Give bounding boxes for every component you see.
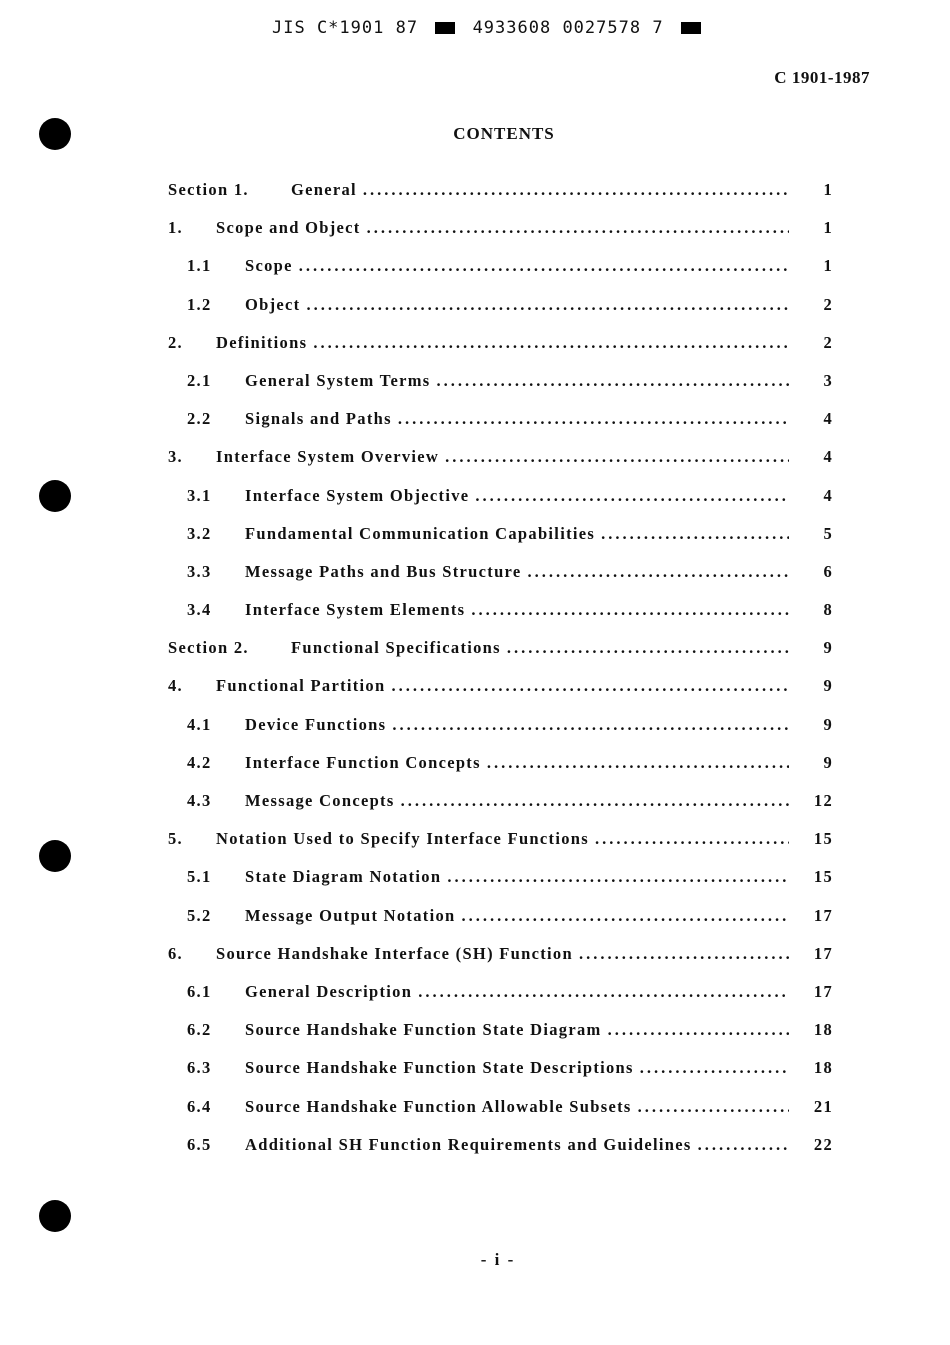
dot-leader — [528, 562, 789, 582]
toc-entry[interactable] — [168, 409, 833, 447]
header-code-part1: JIS C*1901 87 — [272, 18, 419, 38]
entry-page: 2 — [823, 294, 833, 314]
punch-hole — [39, 480, 71, 512]
dot-leader — [608, 1020, 789, 1040]
entry-title: Interface Function Concepts — [245, 752, 481, 772]
entry-page: 17 — [813, 943, 833, 963]
entry-number: 3.1 — [187, 485, 212, 505]
toc-entry[interactable] — [168, 676, 833, 714]
dot-leader — [638, 1097, 789, 1117]
toc-entry[interactable] — [168, 1020, 833, 1058]
dot-leader — [299, 256, 789, 276]
entry-number: 6.3 — [187, 1058, 212, 1078]
entry-title: Interface System Objective — [245, 485, 470, 505]
entry-number: 4.2 — [187, 752, 212, 772]
dot-leader — [447, 867, 789, 887]
toc-entry[interactable] — [168, 256, 833, 294]
entry-page: 15 — [813, 867, 833, 887]
entry-title: Interface System Overview — [216, 447, 440, 467]
dot-leader — [398, 409, 789, 429]
entry-number: 4.1 — [187, 714, 212, 734]
toc-entry[interactable] — [168, 218, 833, 256]
punch-hole — [39, 118, 71, 150]
toc-entry[interactable] — [168, 791, 833, 829]
entry-number: 1. — [168, 218, 183, 238]
dot-leader — [595, 829, 789, 849]
dot-leader — [392, 715, 789, 735]
entry-page: 6 — [823, 561, 833, 581]
toc-entry[interactable] — [168, 638, 833, 676]
punch-hole — [39, 840, 71, 872]
entry-page: 4 — [823, 447, 833, 467]
entry-number: 5.2 — [187, 905, 212, 925]
entry-number: Section 2. — [168, 638, 249, 658]
entry-page: 9 — [823, 714, 833, 734]
entry-page: 22 — [813, 1134, 833, 1154]
header-code-part2: 4933608 0027578 7 — [472, 18, 664, 38]
dot-leader — [418, 982, 789, 1002]
entry-page: 2 — [823, 332, 833, 352]
entry-page: 18 — [813, 1058, 833, 1078]
entry-page: 9 — [823, 638, 833, 658]
entry-number: 1.1 — [187, 256, 212, 276]
dot-leader — [475, 486, 789, 506]
entry-number: Section 1. — [168, 180, 249, 199]
entry-page: 5 — [823, 523, 833, 543]
entry-number: 2.1 — [187, 370, 212, 390]
page-number-footer: - i - — [480, 1250, 516, 1269]
entry-number: 3.2 — [187, 523, 212, 543]
entry-page: 9 — [823, 752, 833, 772]
entry-title: Message Paths and Bus Structure — [245, 561, 522, 581]
punch-hole — [39, 1200, 71, 1232]
dot-leader — [579, 944, 789, 964]
document-number: C 1901-1987 — [774, 68, 870, 87]
toc-entry[interactable] — [168, 562, 833, 600]
entry-number: 6. — [168, 943, 183, 963]
dot-leader — [487, 753, 789, 773]
toc-entry[interactable] — [168, 944, 833, 982]
dot-leader — [601, 524, 789, 544]
dot-leader — [471, 600, 789, 620]
entry-title: Source Handshake Interface (SH) Function — [216, 943, 573, 963]
entry-title: Functional Specifications — [291, 638, 501, 658]
entry-title: State Diagram Notation — [245, 867, 442, 887]
dot-leader — [445, 447, 789, 467]
entry-page: 17 — [813, 981, 833, 1001]
entry-title: General — [291, 180, 357, 199]
entry-number: 6.1 — [187, 981, 212, 1001]
entry-page: 4 — [823, 409, 833, 429]
toc-entry[interactable] — [168, 867, 833, 905]
entry-title: Message Concepts — [245, 791, 395, 810]
toc-entry[interactable] — [168, 600, 833, 638]
entry-title: Interface System Elements — [245, 600, 466, 620]
entry-title: Fundamental Communication Capabilities — [245, 523, 596, 543]
entry-page: 1 — [823, 218, 833, 238]
toc-entry[interactable] — [168, 371, 833, 409]
black-mark — [435, 22, 455, 34]
toc-entry[interactable] — [168, 1058, 833, 1096]
toc-entry[interactable] — [168, 524, 833, 562]
toc-entry[interactable] — [168, 180, 833, 218]
entry-title: Scope and Object — [216, 218, 361, 238]
entry-title: Source Handshake Function Allowable Subsets — [245, 1096, 632, 1116]
toc-entry[interactable] — [168, 982, 833, 1020]
toc-entry[interactable] — [168, 1135, 833, 1173]
entry-title: Functional Partition — [216, 676, 386, 696]
entry-title: Object — [245, 294, 301, 314]
entry-number: 6.2 — [187, 1020, 212, 1040]
entry-number: 2. — [168, 332, 183, 352]
toc-entry[interactable] — [168, 715, 833, 753]
page-title: CONTENTS — [453, 124, 555, 143]
toc-entry[interactable] — [168, 333, 833, 371]
entry-page: 21 — [813, 1096, 833, 1116]
entry-number: 5.1 — [187, 867, 212, 887]
toc-entry[interactable] — [168, 295, 833, 333]
scan-header-code — [272, 18, 707, 38]
table-of-contents — [168, 180, 833, 1173]
entry-title: General System Terms — [245, 370, 431, 390]
dot-leader — [507, 638, 789, 658]
entry-title: Signals and Paths — [245, 409, 392, 429]
entry-page: 15 — [813, 829, 833, 849]
entry-number: 3. — [168, 447, 183, 467]
entry-page: 1 — [823, 256, 833, 276]
entry-page: 12 — [813, 791, 833, 810]
entry-number: 3.3 — [187, 561, 212, 581]
entry-number: 1.2 — [187, 294, 212, 314]
toc-entry[interactable] — [168, 753, 833, 791]
entry-title: Additional SH Function Requirements and Guidelines — [245, 1134, 692, 1154]
entry-number: 6.4 — [187, 1096, 212, 1116]
entry-page: 18 — [813, 1020, 833, 1040]
entry-title: Scope — [245, 256, 293, 276]
toc-entry[interactable] — [168, 829, 833, 867]
black-mark — [681, 22, 701, 34]
toc-entry[interactable] — [168, 906, 833, 944]
dot-leader — [436, 371, 789, 391]
dot-leader — [367, 218, 789, 238]
entry-page: 8 — [823, 600, 833, 620]
entry-number: 3.4 — [187, 600, 212, 620]
dot-leader — [363, 180, 789, 200]
dot-leader — [698, 1135, 789, 1155]
entry-title: Device Functions — [245, 714, 387, 734]
entry-number: 2.2 — [187, 409, 212, 429]
entry-page: 9 — [823, 676, 833, 696]
toc-entry[interactable] — [168, 1097, 833, 1135]
entry-title: Notation Used to Specify Interface Functions — [216, 829, 589, 849]
entry-number: 5. — [168, 829, 183, 849]
entry-number: 6.5 — [187, 1134, 212, 1154]
dot-leader — [461, 906, 789, 926]
entry-page: 1 — [823, 180, 833, 199]
entry-page: 17 — [813, 905, 833, 925]
dot-leader — [401, 791, 789, 811]
entry-title: Definitions — [216, 332, 308, 352]
toc-entry[interactable] — [168, 447, 833, 485]
entry-page: 4 — [823, 485, 833, 505]
entry-number: 4.3 — [187, 791, 212, 810]
dot-leader — [313, 333, 789, 353]
entry-title: Message Output Notation — [245, 905, 456, 925]
toc-entry[interactable] — [168, 486, 833, 524]
dot-leader — [391, 676, 789, 696]
entry-title: Source Handshake Function State Descriptions — [245, 1058, 634, 1078]
entry-number: 4. — [168, 676, 183, 696]
dot-leader — [306, 295, 789, 315]
entry-page: 3 — [823, 370, 833, 390]
entry-title: General Description — [245, 981, 413, 1001]
dot-leader — [640, 1058, 789, 1078]
entry-title: Source Handshake Function State Diagram — [245, 1020, 602, 1040]
